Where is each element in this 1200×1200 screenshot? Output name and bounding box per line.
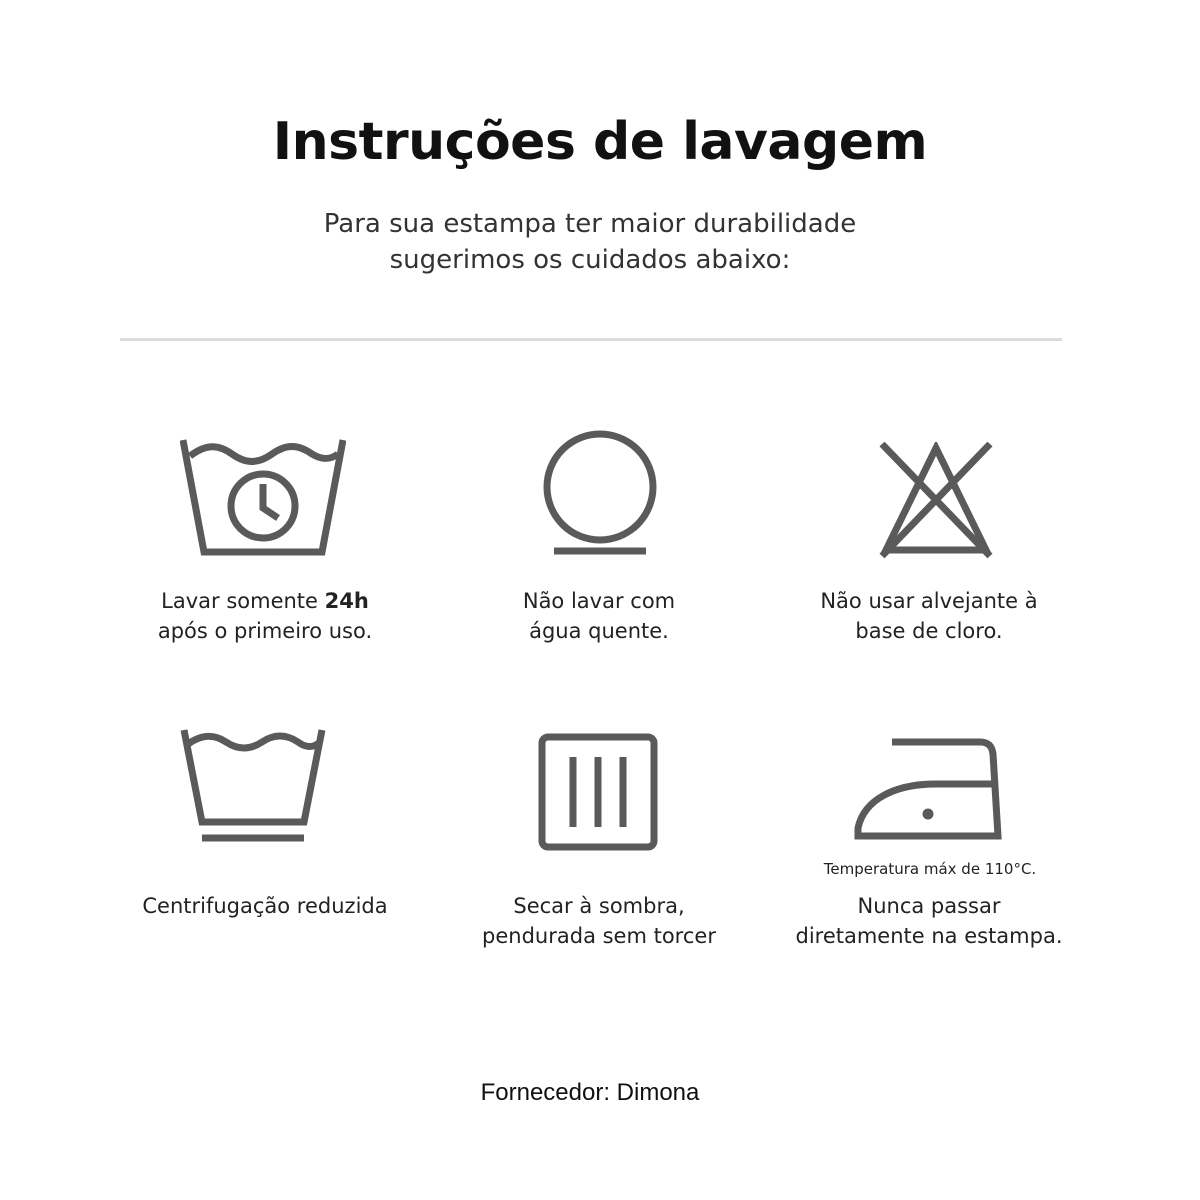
caption-shade-dry-line1: Secar à sombra, [513,894,685,918]
square-vertical-lines-icon [538,733,658,851]
caption-wash-24h-line2: após o primeiro uso. [157,619,373,643]
crossed-triangle-icon [876,442,996,560]
caption-ironing-line1: Nunca passar [857,894,1001,918]
caption-shade-dry [434,891,764,951]
caption-wash-24h-pre: Lavar somente [161,589,325,613]
caption-no-bleach [764,586,1094,646]
divider [120,338,1062,341]
iron-one-dot-icon [852,734,1004,844]
caption-wash-24h [100,586,430,646]
caption-shade-dry-line2: pendurada sem torcer [482,924,716,948]
subtitle-line-2: sugerimos os cuidados abaixo: [389,245,791,275]
caption-reduced-spin-line1: Centrifugação reduzida [142,894,388,918]
caption-wash-24h-bold: 24h [324,589,369,613]
supplier-footer: Fornecedor: Dimona [480,1079,700,1106]
caption-no-hot-water-line2: água quente. [529,619,669,643]
caption-no-bleach-line2: base de cloro. [855,619,1003,643]
wash-tub-clock-icon [180,432,346,558]
caption-no-bleach-line1: Não usar alvejante à [820,589,1038,613]
page-title: Instruções de lavagem [272,112,928,172]
caption-reduced-spin [100,891,430,921]
caption-ironing-line2: diretamente na estampa. [795,924,1063,948]
wash-tub-bar-icon [180,726,326,844]
caption-ironing [764,891,1094,951]
page-subtitle [0,206,1180,278]
caption-no-hot-water [434,586,764,646]
circle-with-bar-icon [540,430,660,556]
iron-temperature-note: Temperatura máx de 110°C. [823,860,1037,878]
subtitle-line-1: Para sua estampa ter maior durabilidade [323,209,857,239]
caption-no-hot-water-line1: Não lavar com [522,589,676,613]
